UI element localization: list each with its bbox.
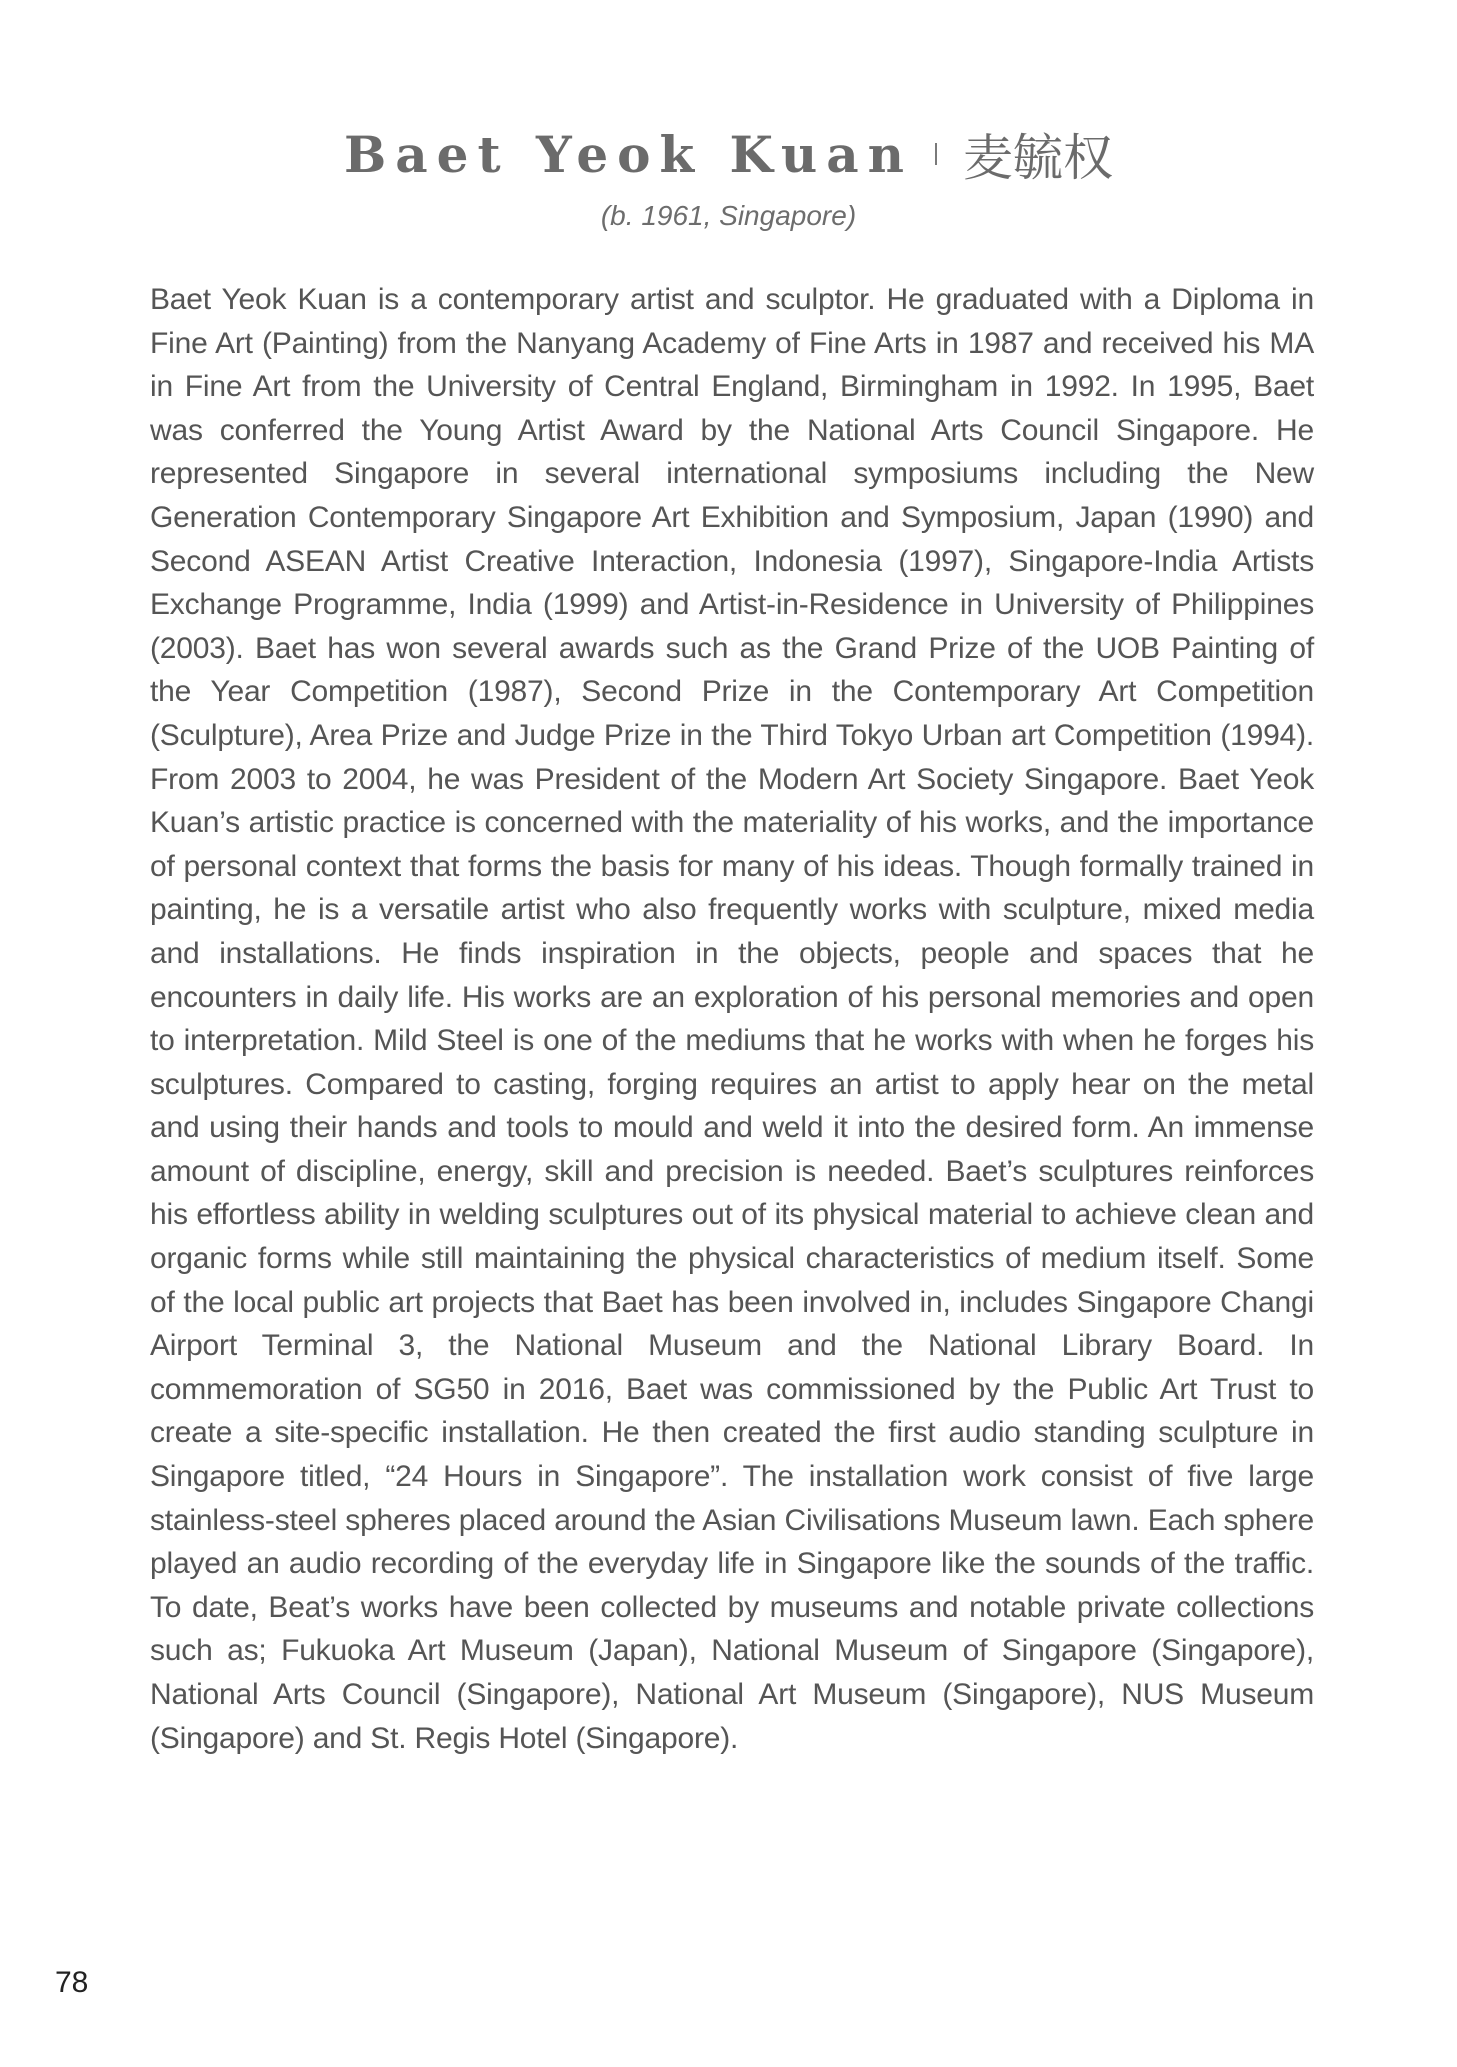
page-number: 78 <box>55 1966 89 1999</box>
title-separator <box>935 143 937 165</box>
artist-name-chinese: 麦毓权 <box>963 129 1113 187</box>
birth-info: (b. 1961, Singapore) <box>600 200 857 231</box>
artist-name-english: Baet Yeok Kuan <box>344 124 913 184</box>
artist-biography: Baet Yeok Kuan is a contemporary artist and sculptor. He graduated with a Diploma in Fine Art (Painting) from the Nanyang Academy of Fine Arts in 1987 and received his MA in Fine Art from the University of Central England, Birmingham in 1992. In 1995, Baet was conferred the Young Artist Award by the National Arts Council Singapore. He represented Singapore in several international symposiums including the New Generation Contemporary Singapore Art Exhibition and Symposium, Japan (1990) and Second ASEAN Artist Creative Interaction, Indonesia (1997), Singapore-India Artists Exchange Programme, India (1999) and Artist-in-Residence in University of Philippines (2003). Baet has won several awards such as the Grand Prize of the UOB Painting of the Year Competition (1987), Second Prize in the Contemporary Art Competition (Sculpture), Area Prize and Judge Prize in the Third Tokyo Urban art Competition (1994). From 2003 to 2004, he was President of the Modern Art Society Singapore. Baet Yeok Kuan’s artistic practice is concerned with the materiality of his works, and the importance of personal context that forms the basis for many of his ideas. Though formally trained in painting, he is a versatile artist who also frequently works with sculpture, mixed media and installations. He finds inspiration in the objects, people and spaces that he encounters in daily life. His works are an exploration of his personal memories and open to interpretation. Mild Steel is one of the mediums that he works with when he forges his sculptures. Compared to casting, forging requires an artist to apply hear on the metal and using their hands and tools to mould and weld it into the desired form. An immense amount of discipline, energy, skill and precision is needed. Baet’s sculptures reinforces his effortless ability in welding sculptures out of its physical material to achieve clean and organic forms while still maintaining the physical characteristics of medium itself. Some of the local public art projects that Baet has been involved in, includes Singapore Changi Airport Terminal 3, the National Museum and the National Library Board. In commemoration of SG50 in 2016, Baet was commissioned by the Public Art Trust to create a site-specific installation. He then created the first audio standing sculpture in Singapore titled, “24 Hours in Singapore”. The installation work consist of five large stainless-steel spheres placed around the Asian Civilisations Museum lawn. Each sphere played an audio recording of the everyday life in Singapore like the sounds of the traffic. To date, Beat’s works have been collected by museums and notable private collections such as; Fukuoka Art Museum (Japan), National Museum of Singapore (Singapore), National Arts Council (Singapore), National Art Museum (Singapore), NUS Museum (Singapore) and St. Regis Hotel (Singapore). <box>150 283 1314 1755</box>
artist-title <box>0 118 1457 198</box>
